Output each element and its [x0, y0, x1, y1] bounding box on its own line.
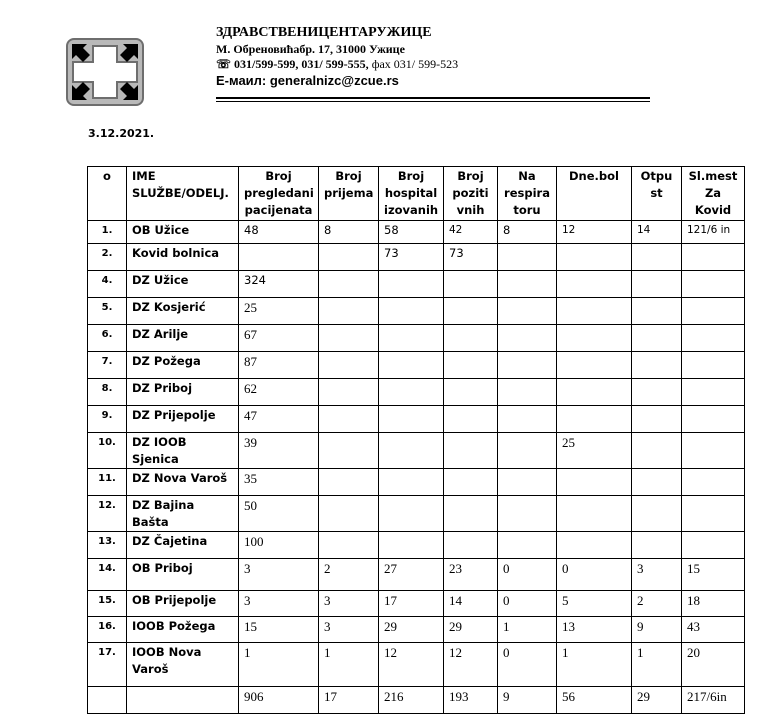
cell-no: 15.: [88, 591, 127, 617]
org-address: М. Обреновићабр. 17, 31000 Ужице: [216, 42, 405, 56]
cell-otpust: 3: [632, 559, 682, 591]
cell-name: IOOB Nova Varoš: [127, 643, 239, 687]
cell-hospitalizovanih: [379, 496, 444, 532]
cell-otpust: [632, 244, 682, 271]
cell-prijema: [319, 496, 379, 532]
cell-pozitivnih: 23: [444, 559, 498, 591]
cell-prijema: 2: [319, 559, 379, 591]
header-slmest: [682, 167, 745, 221]
cell-dnebol: [557, 352, 632, 379]
cell-pozitivnih: [444, 532, 498, 559]
cell-pregledani: 1: [239, 643, 319, 687]
cell-dnebol: 12: [557, 221, 632, 244]
cell-hospitalizovanih: 73: [379, 244, 444, 271]
cell-slmest: [682, 406, 745, 433]
cell-pozitivnih: 14: [444, 591, 498, 617]
header-line: Broj: [265, 169, 292, 183]
cell-name: OB Užice: [127, 221, 239, 244]
cell-hospitalizovanih: 216: [379, 687, 444, 714]
cell-prijema: [319, 379, 379, 406]
phone-numbers: 031/599-599, 031/ 599-555,: [234, 57, 369, 71]
cell-pozitivnih: 29: [444, 617, 498, 643]
cell-pregledani: 906: [239, 687, 319, 714]
header-line: vnih: [456, 203, 485, 217]
cell-pregledani: 3: [239, 591, 319, 617]
header-rule-thick: [216, 97, 650, 99]
cell-no: 11.: [88, 469, 127, 496]
cell-pozitivnih: [444, 379, 498, 406]
header-line: IME: [132, 169, 156, 183]
cell-pregledani: 15: [239, 617, 319, 643]
cell-dnebol: 1: [557, 643, 632, 687]
header-line: Otpu: [640, 169, 673, 183]
cell-no: 4.: [88, 271, 127, 298]
cell-name: DZ Požega: [127, 352, 239, 379]
cell-hospitalizovanih: [379, 271, 444, 298]
cell-pregledani: 25: [239, 298, 319, 325]
cell-prijema: [319, 469, 379, 496]
cell-otpust: 2: [632, 591, 682, 617]
cell-no: 5.: [88, 298, 127, 325]
cell-no: 14.: [88, 559, 127, 591]
cell-pregledani: [239, 244, 319, 271]
cell-name: OB Priboj: [127, 559, 239, 591]
cell-prijema: 17: [319, 687, 379, 714]
cell-otpust: 14: [632, 221, 682, 244]
cell-hospitalizovanih: [379, 352, 444, 379]
cell-pozitivnih: [444, 271, 498, 298]
cell-pregledani: 67: [239, 325, 319, 352]
cell-prijema: 1: [319, 643, 379, 687]
cell-no: 16.: [88, 617, 127, 643]
cell-dnebol: [557, 496, 632, 532]
cell-hospitalizovanih: 27: [379, 559, 444, 591]
cell-pregledani: 50: [239, 496, 319, 532]
cell-prijema: [319, 244, 379, 271]
cell-hospitalizovanih: [379, 325, 444, 352]
cell-slmest: [682, 244, 745, 271]
cell-name: DZ Prijepolje: [127, 406, 239, 433]
report-date: 3.12.2021.: [88, 127, 155, 140]
table-row: [88, 352, 745, 379]
cell-hospitalizovanih: 58: [379, 221, 444, 244]
cell-respirator: [498, 271, 557, 298]
cell-pozitivnih: 193: [444, 687, 498, 714]
cell-otpust: [632, 379, 682, 406]
header-line: Broj: [335, 169, 362, 183]
org-name: ЗДРАВСТВЕНИЦЕНТАРУЖИЦЕ: [216, 25, 432, 40]
header-prijema: [319, 167, 379, 221]
cell-prijema: [319, 433, 379, 469]
cell-hospitalizovanih: 17: [379, 591, 444, 617]
cell-otpust: 9: [632, 617, 682, 643]
table-row: [88, 617, 745, 643]
cell-otpust: [632, 406, 682, 433]
table-row: [88, 221, 745, 244]
cell-pregledani: 62: [239, 379, 319, 406]
cell-name: Kovid bolnica: [127, 244, 239, 271]
header-line: respira: [504, 186, 550, 200]
cell-slmest: [682, 379, 745, 406]
cell-hospitalizovanih: [379, 469, 444, 496]
cell-dnebol: [557, 325, 632, 352]
table-row: [88, 325, 745, 352]
table-row: [88, 532, 745, 559]
table-row: [88, 469, 745, 496]
cell-name: IOOB Požega: [127, 617, 239, 643]
cell-name: DZ Bajina Bašta: [127, 496, 239, 532]
header-rule-thin: [216, 101, 650, 102]
cell-pozitivnih: 73: [444, 244, 498, 271]
cell-slmest: [682, 532, 745, 559]
cell-hospitalizovanih: [379, 379, 444, 406]
header-line: SLUŽBE/ODELJ.: [132, 186, 229, 200]
header-line: Broj: [457, 169, 484, 183]
cell-slmest: [682, 469, 745, 496]
cell-pozitivnih: [444, 325, 498, 352]
cell-pregledani: 324: [239, 271, 319, 298]
cell-respirator: [498, 298, 557, 325]
cell-pozitivnih: [444, 298, 498, 325]
header-line: pregledani: [244, 186, 314, 200]
cell-respirator: [498, 433, 557, 469]
cell-name: DZ Čajetina: [127, 532, 239, 559]
header-pregledani: [239, 167, 319, 221]
table-row: [88, 271, 745, 298]
header-respirator: [498, 167, 557, 221]
cell-slmest: 121/6 in: [682, 221, 745, 244]
header-line: prijema: [324, 186, 374, 200]
totals-row: [88, 687, 745, 714]
cell-respirator: [498, 532, 557, 559]
cell-pozitivnih: [444, 469, 498, 496]
cell-respirator: [498, 244, 557, 271]
cell-respirator: 0: [498, 643, 557, 687]
cell-dnebol: [557, 379, 632, 406]
cell-pregledani: 35: [239, 469, 319, 496]
header-line: hospital: [384, 186, 438, 200]
header-dnebol: [557, 167, 632, 221]
header-line: pacijenata: [244, 203, 313, 217]
cell-no: 10.: [88, 433, 127, 469]
health-center-logo: [66, 38, 144, 106]
cell-otpust: [632, 271, 682, 298]
table-header-row: [88, 167, 745, 221]
cell-no: [88, 687, 127, 714]
header-line: Broj: [397, 169, 425, 183]
cell-respirator: [498, 469, 557, 496]
cell-pregledani: 3: [239, 559, 319, 591]
cell-prijema: [319, 325, 379, 352]
cell-no: 2.: [88, 244, 127, 271]
table-row: [88, 591, 745, 617]
header-line: Za: [704, 186, 722, 200]
cell-no: 7.: [88, 352, 127, 379]
cell-slmest: [682, 325, 745, 352]
cell-respirator: [498, 496, 557, 532]
cell-otpust: [632, 325, 682, 352]
cell-respirator: [498, 379, 557, 406]
cell-respirator: 9: [498, 687, 557, 714]
cell-no: 12.: [88, 496, 127, 532]
cell-pregledani: 87: [239, 352, 319, 379]
table-row: [88, 298, 745, 325]
cell-otpust: [632, 298, 682, 325]
cell-dnebol: 25: [557, 433, 632, 469]
cell-dnebol: 13: [557, 617, 632, 643]
cell-pregledani: 100: [239, 532, 319, 559]
cell-prijema: [319, 406, 379, 433]
cell-dnebol: [557, 532, 632, 559]
cell-otpust: [632, 352, 682, 379]
cell-dnebol: 0: [557, 559, 632, 591]
cell-respirator: [498, 352, 557, 379]
cell-pozitivnih: [444, 406, 498, 433]
header-line: o: [103, 169, 111, 183]
cell-otpust: [632, 469, 682, 496]
cell-dnebol: [557, 298, 632, 325]
cell-hospitalizovanih: [379, 298, 444, 325]
header-hospitalizovanih: [379, 167, 444, 221]
cell-slmest: [682, 271, 745, 298]
cell-respirator: [498, 325, 557, 352]
cell-respirator: [498, 406, 557, 433]
cell-pregledani: 48: [239, 221, 319, 244]
cell-pozitivnih: 12: [444, 643, 498, 687]
table-row: [88, 559, 745, 591]
cell-hospitalizovanih: 29: [379, 617, 444, 643]
cell-pregledani: 47: [239, 406, 319, 433]
header-line: Na: [518, 169, 536, 183]
fax-number: фах 031/ 599-523: [371, 57, 459, 71]
cell-slmest: [682, 433, 745, 469]
cell-otpust: 1: [632, 643, 682, 687]
org-phones: [216, 57, 458, 72]
table-row: [88, 379, 745, 406]
cell-name: DZ Nova Varoš: [127, 469, 239, 496]
table-row: [88, 643, 745, 687]
cell-name: DZ Kosjerić: [127, 298, 239, 325]
cell-slmest: 20: [682, 643, 745, 687]
cell-no: 13.: [88, 532, 127, 559]
table-row: [88, 244, 745, 271]
header-otpust: [632, 167, 682, 221]
table-row: [88, 433, 745, 469]
cell-name: [127, 687, 239, 714]
cell-slmest: 217/6in: [682, 687, 745, 714]
header-no: [88, 167, 127, 221]
cell-dnebol: [557, 469, 632, 496]
cell-hospitalizovanih: [379, 406, 444, 433]
table-row: [88, 496, 745, 532]
cell-prijema: [319, 271, 379, 298]
cell-name: DZ Užice: [127, 271, 239, 298]
cell-otpust: [632, 496, 682, 532]
cell-pregledani: 39: [239, 433, 319, 469]
cell-otpust: 29: [632, 687, 682, 714]
cell-slmest: 15: [682, 559, 745, 591]
cell-respirator: 0: [498, 559, 557, 591]
header-line: poziti: [452, 186, 489, 200]
table-row: [88, 406, 745, 433]
cell-prijema: 3: [319, 591, 379, 617]
cell-no: 6.: [88, 325, 127, 352]
header-line: Dne.bol: [569, 169, 619, 183]
cell-slmest: 43: [682, 617, 745, 643]
cell-no: 8.: [88, 379, 127, 406]
header-name: [127, 167, 239, 221]
cell-prijema: 3: [319, 617, 379, 643]
cell-slmest: [682, 298, 745, 325]
cell-prijema: [319, 352, 379, 379]
cell-prijema: [319, 532, 379, 559]
cell-name: DZ IOOB Sjenica: [127, 433, 239, 469]
cell-hospitalizovanih: [379, 433, 444, 469]
cell-name: OB Prijepolje: [127, 591, 239, 617]
telephone-icon: ☏: [216, 57, 232, 71]
cell-dnebol: [557, 406, 632, 433]
cell-no: 1.: [88, 221, 127, 244]
org-email[interactable]: E-маил: generalnizc@zcue.rs: [216, 73, 399, 88]
cell-prijema: [319, 298, 379, 325]
cell-respirator: 0: [498, 591, 557, 617]
cell-no: 17.: [88, 643, 127, 687]
cell-pozitivnih: [444, 496, 498, 532]
header-line: st: [650, 186, 663, 200]
header-line: izovanih: [384, 203, 439, 217]
header-pozitivnih: [444, 167, 498, 221]
cell-slmest: [682, 352, 745, 379]
cell-prijema: 8: [319, 221, 379, 244]
cell-no: 9.: [88, 406, 127, 433]
cell-dnebol: 56: [557, 687, 632, 714]
cell-otpust: [632, 433, 682, 469]
header-line: Kovid: [694, 203, 732, 217]
cell-respirator: 1: [498, 617, 557, 643]
cell-dnebol: 5: [557, 591, 632, 617]
cell-pozitivnih: 42: [444, 221, 498, 244]
cell-hospitalizovanih: 12: [379, 643, 444, 687]
cell-otpust: [632, 532, 682, 559]
cell-pozitivnih: [444, 433, 498, 469]
cell-hospitalizovanih: [379, 532, 444, 559]
header-line: Sl.mest: [688, 169, 738, 183]
cell-slmest: 18: [682, 591, 745, 617]
cell-name: DZ Priboj: [127, 379, 239, 406]
cell-dnebol: [557, 271, 632, 298]
covid-report-table: [87, 166, 745, 714]
cell-name: DZ Arilje: [127, 325, 239, 352]
cell-slmest: [682, 496, 745, 532]
cell-respirator: 8: [498, 221, 557, 244]
header-line: toru: [513, 203, 541, 217]
cell-pozitivnih: [444, 352, 498, 379]
cell-dnebol: [557, 244, 632, 271]
